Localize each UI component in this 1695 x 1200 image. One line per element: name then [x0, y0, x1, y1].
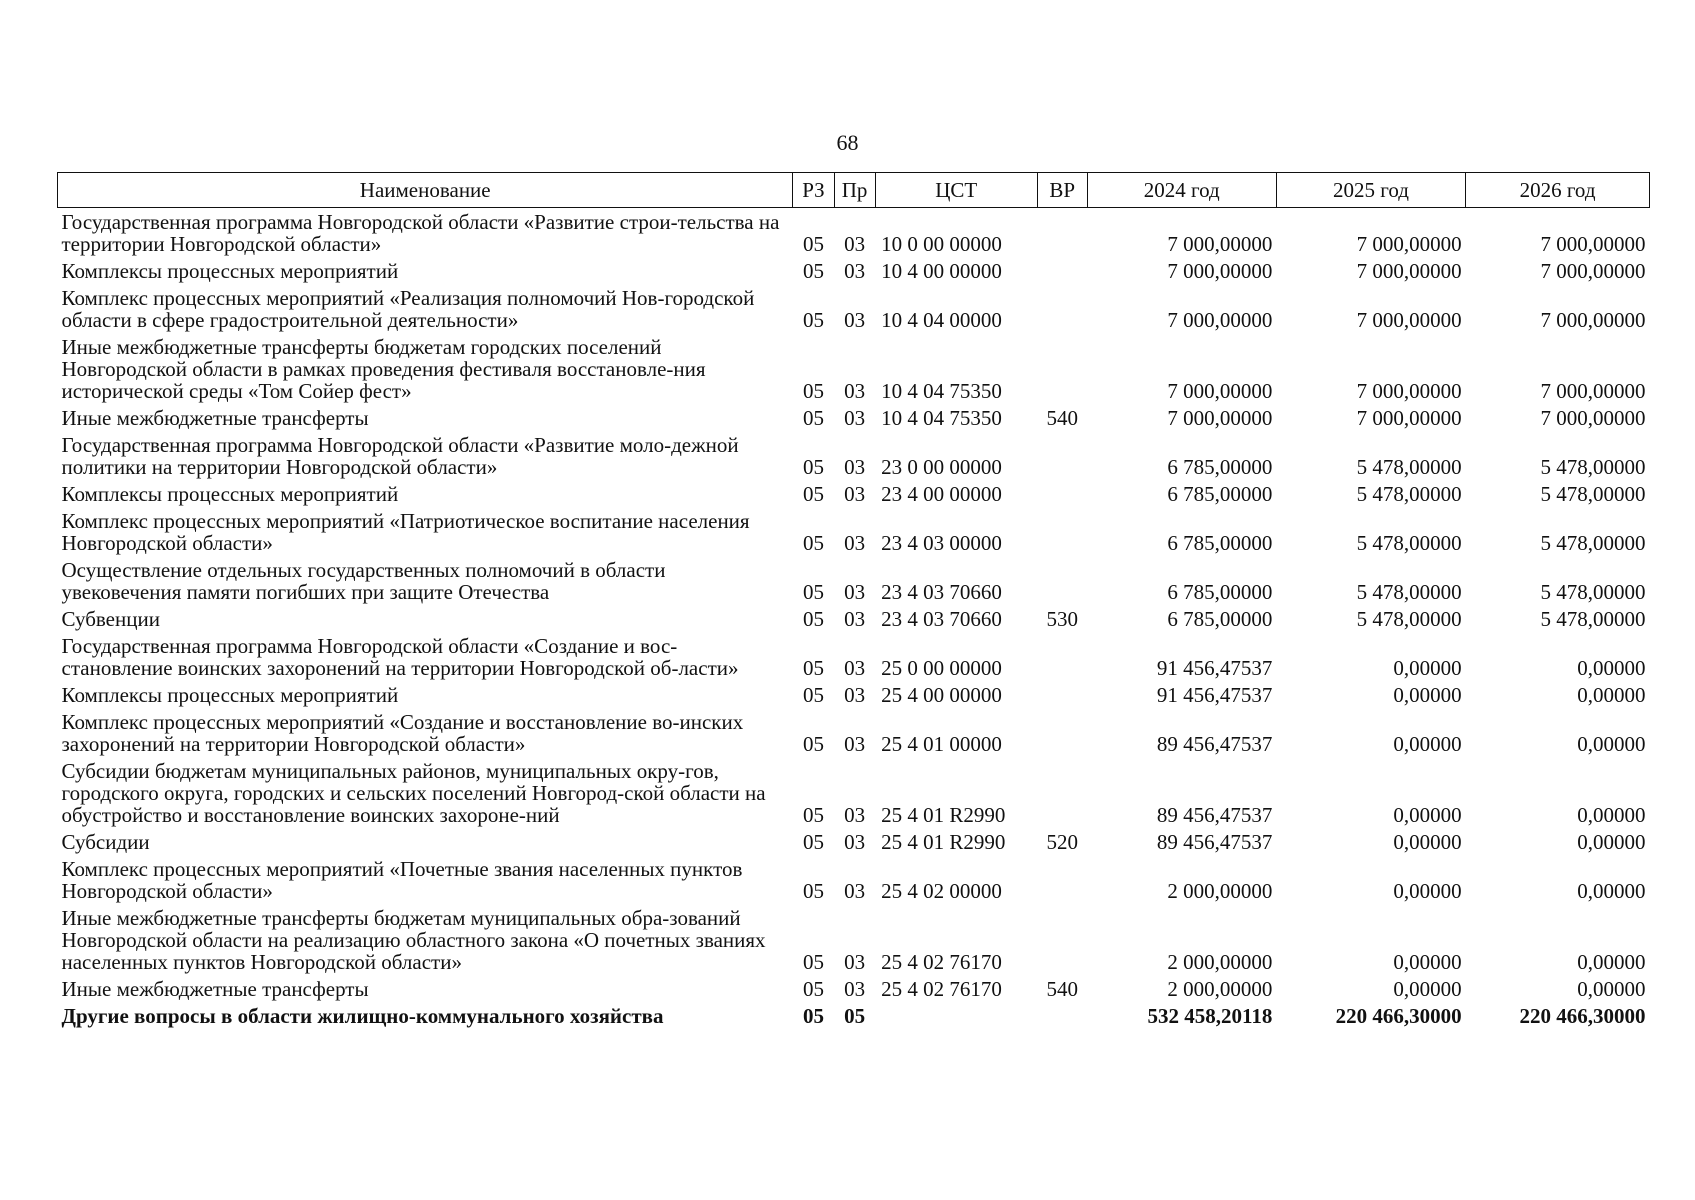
row-2024: 6 785,00000 — [1167, 607, 1273, 631]
row-name: Государственная программа Новгородской области «Создание и вос-становление воинских захоронений на территории Новгородской об-ласти» — [61, 634, 739, 680]
row-rz: 05 — [802, 259, 824, 283]
row-name: Комплексы процессных мероприятий — [61, 482, 399, 506]
row-vr — [1037, 632, 1087, 681]
row-2025: 0,00000 — [1393, 879, 1462, 903]
row-cst: 23 4 03 70660 — [881, 580, 1002, 604]
row-rz: 05 — [802, 455, 824, 479]
row-2025: 0,00000 — [1393, 830, 1462, 854]
row-2026: 220 466,30000 — [1519, 1004, 1646, 1028]
row-2026: 0,00000 — [1577, 950, 1646, 974]
row-2026: 7 000,00000 — [1540, 406, 1646, 430]
table-row — [58, 284, 1650, 333]
row-2025: 0,00000 — [1393, 656, 1462, 680]
row-rz: 05 — [802, 656, 824, 680]
row-2026: 5 478,00000 — [1540, 580, 1646, 604]
header-2024: 2024 год — [1087, 173, 1276, 208]
row-2026: 0,00000 — [1577, 977, 1646, 1001]
row-pr: 03 — [844, 379, 866, 403]
row-name: Иные межбюджетные трансферты — [61, 977, 369, 1001]
row-name: Комплексы процессных мероприятий — [61, 683, 399, 707]
header-rz: РЗ — [793, 173, 834, 208]
row-vr — [1037, 333, 1087, 404]
row-2024: 7 000,00000 — [1167, 379, 1273, 403]
row-2025: 5 478,00000 — [1356, 455, 1462, 479]
row-cst: 25 4 01 R2990 — [881, 830, 1006, 854]
row-pr: 03 — [844, 580, 866, 604]
row-2024: 89 456,47537 — [1156, 803, 1273, 827]
row-name: Осуществление отдельных государственных полномочий в области увековечения памяти погибших при защите Отечества — [61, 558, 666, 604]
row-2024: 7 000,00000 — [1167, 259, 1273, 283]
row-2025: 0,00000 — [1393, 977, 1462, 1001]
row-vr — [1037, 855, 1087, 904]
row-rz: 05 — [802, 1004, 824, 1028]
row-2024: 91 456,47537 — [1156, 656, 1273, 680]
row-vr — [1037, 681, 1087, 708]
row-2025: 7 000,00000 — [1356, 232, 1462, 256]
row-2025: 5 478,00000 — [1356, 607, 1462, 631]
row-name: Субвенции — [61, 607, 160, 631]
row-2025: 5 478,00000 — [1356, 482, 1462, 506]
row-cst: 10 4 04 75350 — [881, 406, 1002, 430]
row-cst: 10 4 04 00000 — [881, 308, 1002, 332]
row-vr — [1037, 708, 1087, 757]
row-pr: 03 — [844, 950, 866, 974]
row-2024: 2 000,00000 — [1167, 950, 1273, 974]
row-2024: 6 785,00000 — [1167, 482, 1273, 506]
table-row — [58, 208, 1650, 258]
header-cst: ЦСТ — [875, 173, 1037, 208]
row-2026: 7 000,00000 — [1540, 379, 1646, 403]
row-vr: 530 — [1046, 607, 1078, 631]
row-2024: 532 458,20118 — [1147, 1004, 1273, 1028]
row-cst: 10 0 00 00000 — [881, 232, 1002, 256]
page-number: 68 — [836, 130, 859, 155]
row-2026: 0,00000 — [1577, 879, 1646, 903]
table-row — [58, 904, 1650, 975]
header-name: Наименование — [58, 173, 793, 208]
table-row — [58, 431, 1650, 480]
row-vr: 540 — [1046, 977, 1078, 1001]
row-2025: 7 000,00000 — [1356, 379, 1462, 403]
row-pr: 03 — [844, 830, 866, 854]
row-pr: 03 — [844, 803, 866, 827]
row-cst: 25 4 01 R2990 — [881, 803, 1006, 827]
row-pr: 03 — [844, 259, 866, 283]
row-2024: 89 456,47537 — [1156, 732, 1273, 756]
row-2024: 6 785,00000 — [1167, 455, 1273, 479]
row-cst: 25 4 02 00000 — [881, 879, 1002, 903]
row-name: Комплекс процессных мероприятий «Создание и восстановление во-инских захоронений на территории Новгородской области» — [61, 710, 744, 756]
row-rz: 05 — [802, 607, 824, 631]
table-row — [58, 507, 1650, 556]
table-row — [58, 855, 1650, 904]
row-cst: 23 0 00 00000 — [881, 455, 1002, 479]
row-pr: 03 — [844, 656, 866, 680]
row-cst: 25 4 01 00000 — [881, 732, 1002, 756]
row-2025: 0,00000 — [1393, 950, 1462, 974]
row-cst: 23 4 03 00000 — [881, 531, 1002, 555]
row-name: Субсидии бюджетам муниципальных районов, муниципальных окру-гов, городского округа, городских и сельских поселений Новгород-ской области на обустройство и восстановление воинских захороне-ний — [61, 759, 766, 827]
row-cst: 25 4 02 76170 — [881, 977, 1002, 1001]
row-rz: 05 — [802, 531, 824, 555]
row-vr — [1037, 556, 1087, 605]
table-row — [58, 480, 1650, 507]
row-2025: 5 478,00000 — [1356, 531, 1462, 555]
row-vr — [1037, 431, 1087, 480]
row-2026: 5 478,00000 — [1540, 482, 1646, 506]
row-rz: 05 — [802, 803, 824, 827]
row-vr — [1037, 904, 1087, 975]
row-2026: 0,00000 — [1577, 656, 1646, 680]
row-2026: 0,00000 — [1577, 683, 1646, 707]
row-2025: 5 478,00000 — [1356, 580, 1462, 604]
row-name: Государственная программа Новгородской области «Развитие моло-дежной политики на территории Новгородской области» — [61, 433, 739, 479]
row-2026: 7 000,00000 — [1540, 259, 1646, 283]
budget-table — [57, 172, 1650, 1029]
row-2024: 7 000,00000 — [1167, 406, 1273, 430]
row-2025: 7 000,00000 — [1356, 406, 1462, 430]
row-2024: 2 000,00000 — [1167, 977, 1273, 1001]
row-pr: 03 — [844, 406, 866, 430]
table-row — [58, 404, 1650, 431]
row-rz: 05 — [802, 379, 824, 403]
row-2024: 91 456,47537 — [1156, 683, 1273, 707]
row-rz: 05 — [802, 879, 824, 903]
header-vr: ВР — [1037, 173, 1087, 208]
row-2024: 6 785,00000 — [1167, 531, 1273, 555]
row-2025: 220 466,30000 — [1335, 1004, 1462, 1028]
table-row — [58, 975, 1650, 1002]
table-row — [58, 828, 1650, 855]
row-rz: 05 — [802, 482, 824, 506]
table-row — [58, 708, 1650, 757]
row-name: Другие вопросы в области жилищно-коммунального хозяйства — [61, 1004, 664, 1028]
row-2024: 6 785,00000 — [1167, 580, 1273, 604]
row-vr — [1037, 507, 1087, 556]
table-row — [58, 556, 1650, 605]
row-rz: 05 — [802, 950, 824, 974]
row-2026: 0,00000 — [1577, 830, 1646, 854]
row-rz: 05 — [802, 308, 824, 332]
table-row — [58, 333, 1650, 404]
row-pr: 03 — [844, 232, 866, 256]
row-vr — [1037, 1002, 1087, 1029]
row-name: Иные межбюджетные трансферты бюджетам муниципальных обра-зований Новгородской области на реализацию областного закона «О почетных званиях населенных пунктов Новгородской области» — [61, 906, 766, 974]
row-pr: 03 — [844, 455, 866, 479]
row-pr: 03 — [844, 683, 866, 707]
row-rz: 05 — [802, 232, 824, 256]
row-name: Иные межбюджетные трансферты — [61, 406, 369, 430]
row-pr: 03 — [844, 879, 866, 903]
row-2026: 7 000,00000 — [1540, 308, 1646, 332]
row-rz: 05 — [802, 830, 824, 854]
row-cst: 23 4 03 70660 — [881, 607, 1002, 631]
row-2025: 7 000,00000 — [1356, 308, 1462, 332]
row-2026: 0,00000 — [1577, 803, 1646, 827]
row-2026: 5 478,00000 — [1540, 607, 1646, 631]
row-pr: 03 — [844, 482, 866, 506]
row-2026: 7 000,00000 — [1540, 232, 1646, 256]
row-pr: 03 — [844, 732, 866, 756]
row-pr: 03 — [844, 607, 866, 631]
row-2025: 0,00000 — [1393, 732, 1462, 756]
row-2025: 0,00000 — [1393, 683, 1462, 707]
table-row — [58, 681, 1650, 708]
row-vr: 520 — [1046, 830, 1078, 854]
row-vr — [1037, 208, 1087, 258]
row-pr: 05 — [844, 1004, 866, 1028]
row-vr — [1037, 757, 1087, 828]
row-rz: 05 — [802, 683, 824, 707]
row-cst: 10 4 04 75350 — [881, 379, 1002, 403]
header-2026: 2026 год — [1466, 173, 1650, 208]
row-2026: 5 478,00000 — [1540, 455, 1646, 479]
row-cst — [875, 1002, 1037, 1029]
row-cst: 25 0 00 00000 — [881, 656, 1002, 680]
row-vr — [1037, 284, 1087, 333]
table-header-row — [58, 173, 1650, 208]
row-2025: 7 000,00000 — [1356, 259, 1462, 283]
row-name: Иные межбюджетные трансферты бюджетам городских поселений Новгородской области в рамках проведения фестиваля восстановле-ния исторической среды «Том Сойер фест» — [61, 335, 706, 403]
table-row — [58, 632, 1650, 681]
row-2024: 2 000,00000 — [1167, 879, 1273, 903]
row-pr: 03 — [844, 977, 866, 1001]
row-name: Субсидии — [61, 830, 150, 854]
row-rz: 05 — [802, 580, 824, 604]
row-vr: 540 — [1046, 406, 1078, 430]
row-vr — [1037, 257, 1087, 284]
row-rz: 05 — [802, 732, 824, 756]
row-cst: 25 4 02 76170 — [881, 950, 1002, 974]
row-2026: 5 478,00000 — [1540, 531, 1646, 555]
row-name: Комплекс процессных мероприятий «Патриотическое воспитание населения Новгородской области» — [61, 509, 750, 555]
row-2024: 7 000,00000 — [1167, 232, 1273, 256]
row-cst: 23 4 00 00000 — [881, 482, 1002, 506]
table-row — [58, 605, 1650, 632]
row-vr — [1037, 480, 1087, 507]
header-2025: 2025 год — [1276, 173, 1465, 208]
row-2026: 0,00000 — [1577, 732, 1646, 756]
row-2024: 89 456,47537 — [1156, 830, 1273, 854]
row-rz: 05 — [802, 406, 824, 430]
row-name: Комплексы процессных мероприятий — [61, 259, 399, 283]
header-pr: Пр — [834, 173, 875, 208]
row-cst: 10 4 00 00000 — [881, 259, 1002, 283]
table-row — [58, 757, 1650, 828]
row-pr: 03 — [844, 531, 866, 555]
row-name: Государственная программа Новгородской области «Развитие строи-тельства на территории Новгородской области» — [61, 210, 780, 256]
table-row — [58, 257, 1650, 284]
row-cst: 25 4 00 00000 — [881, 683, 1002, 707]
table-row — [58, 1002, 1650, 1029]
row-name: Комплекс процессных мероприятий «Реализация полномочий Нов-городской области в сфере градостроительной деятельности» — [61, 286, 755, 332]
row-pr: 03 — [844, 308, 866, 332]
row-2024: 7 000,00000 — [1167, 308, 1273, 332]
row-rz: 05 — [802, 977, 824, 1001]
row-name: Комплекс процессных мероприятий «Почетные звания населенных пунктов Новгородской области» — [61, 857, 743, 903]
row-2025: 0,00000 — [1393, 803, 1462, 827]
